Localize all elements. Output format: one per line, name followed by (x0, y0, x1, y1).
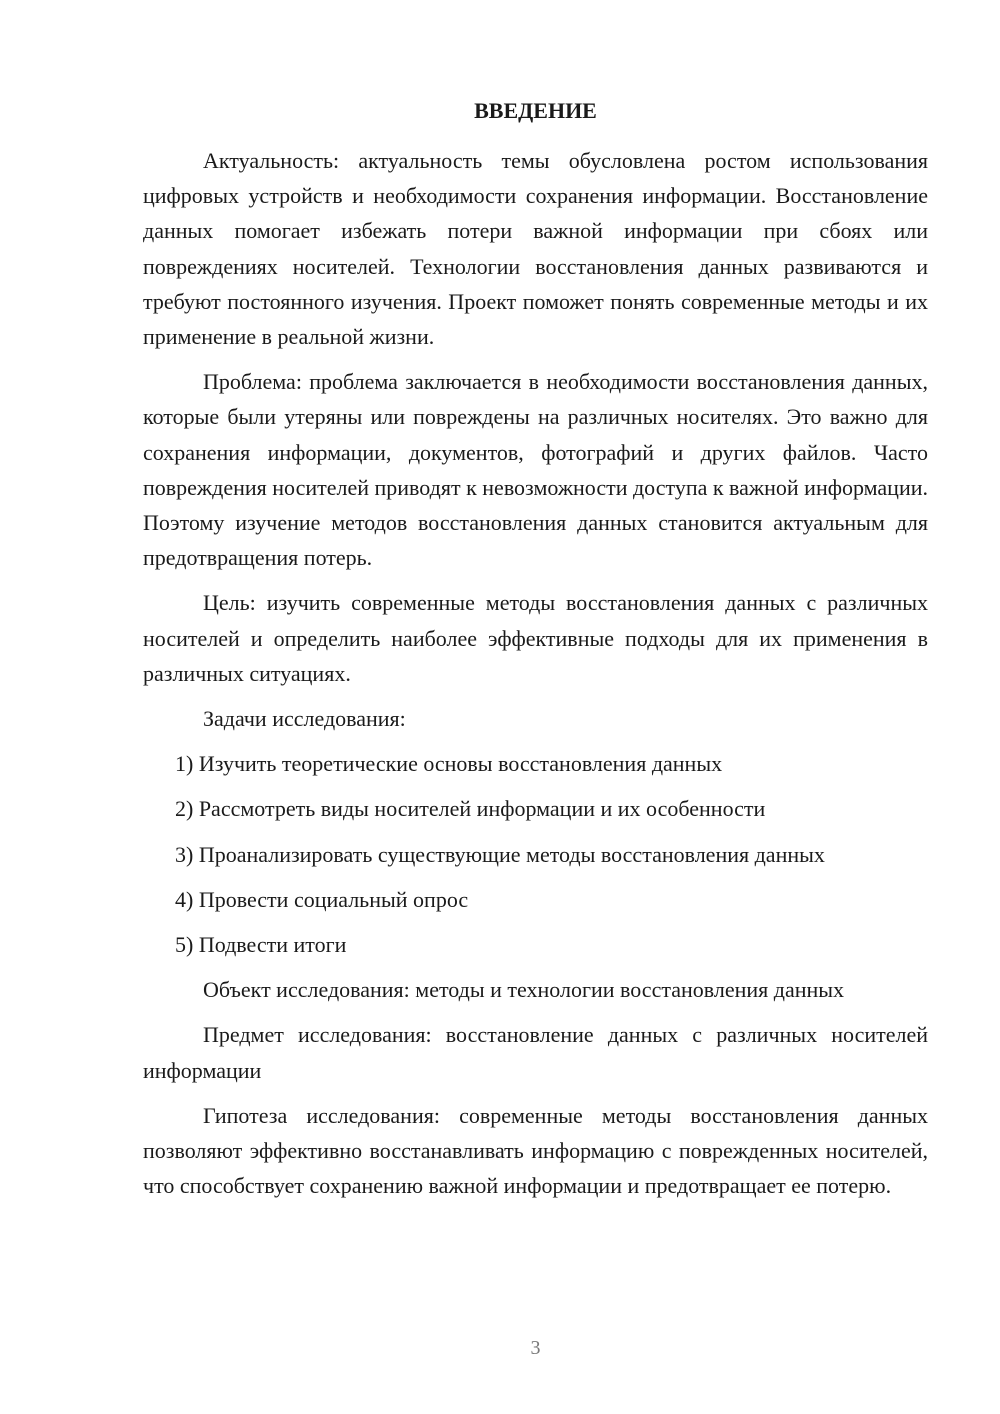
list-item: 4) Провести социальный опрос (175, 886, 469, 912)
task-list (143, 746, 928, 962)
page-title: ВВЕДЕНИЕ (474, 98, 597, 123)
list-item: 2) Рассмотреть виды носителей информации и их особенности (175, 796, 766, 822)
tasks-heading: Задачи исследования: (203, 706, 406, 732)
document-body (143, 143, 928, 1213)
list-item: 1) Изучить теоретические основы восстановления данных (175, 751, 723, 777)
list-item: 3) Проанализировать существующие методы восстановления данных (175, 841, 825, 867)
problem-paragraph: Проблема: проблема заключается в необходимости восстановления данных, которые были утеряны или повреждены на различных носителях. Это важно для сохранения информации, документов, фотографий и других файлов. Часто повреждения носителей приводят к невозможности доступа к важной информации. Поэтому изучение методов восстановления данных становится актуальным для предотвращения потерь. (143, 369, 928, 571)
page-number: 3 (530, 1337, 541, 1359)
list-item: 5) Подвести итоги (175, 932, 347, 958)
object-paragraph: Объект исследования: методы и технологии восстановления данных (203, 977, 845, 1003)
hypothesis-paragraph: Гипотеза исследования: современные методы восстановления данных позволяют эффективно восстанавливать информацию с поврежденных носителей, что способствует сохранению важной информации и предотвращает ее потерю. (143, 1102, 928, 1199)
subject-paragraph: Предмет исследования: восстановление данных с различных носителей информации (143, 1022, 928, 1083)
goal-paragraph: Цель: изучить современные методы восстановления данных с различных носителей и определить наиболее эффективные подходы для их применения в различных ситуациях. (143, 590, 928, 686)
relevance-paragraph: Актуальность: актуальность темы обусловлена ростом использования цифровых устройств и необходимости сохранения информации. Восстановление данных помогает избежать потери важной информации при сбоях или повреждениях носителей. Технологии восстановления данных развиваются и требуют постоянного изучения. Проект поможет понять современные методы и их применение в реальной жизни. (143, 148, 928, 350)
document-page (143, 0, 928, 1414)
